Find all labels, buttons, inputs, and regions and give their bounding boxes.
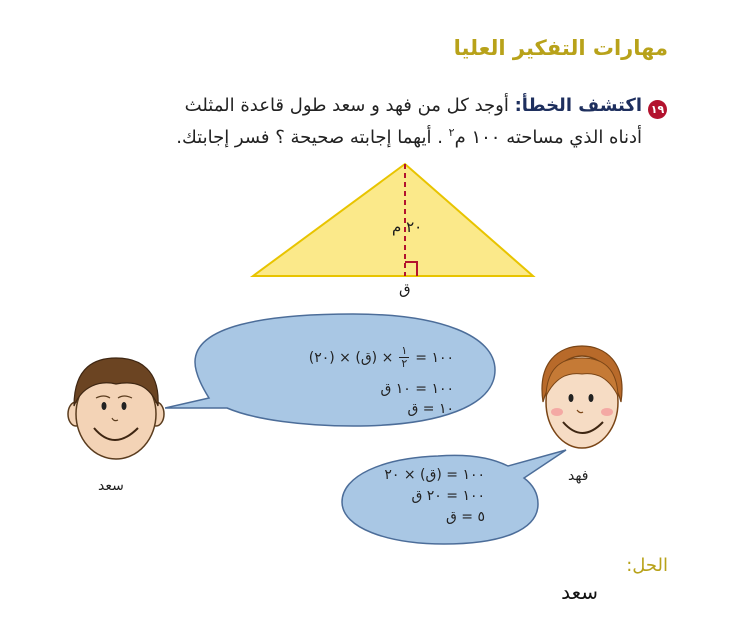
area-unit-exponent: ٢ <box>448 126 455 139</box>
fahd-equation-2: ١٠٠ = ٢٠ ق <box>411 488 485 504</box>
saad-equation-2: ١٠٠ = ١٠ ق <box>380 381 454 397</box>
fahd-equation-1: ١٠٠ = (ق) × ٢٠ <box>384 467 485 483</box>
height-label: ٢٠ م <box>392 218 423 236</box>
question-number-badge: ١٩ <box>648 100 667 119</box>
fahd-face-icon <box>537 342 627 456</box>
solution-answer: سعد <box>561 580 598 604</box>
solution-label: الحل: <box>626 555 668 576</box>
fahd-name-label: فهد <box>568 468 589 484</box>
one-half-fraction <box>399 345 409 370</box>
question-text-2: أدناه الذي مساحته ١٠٠ م <box>454 127 642 148</box>
fahd-equation-3: ٥ = ق <box>445 509 485 525</box>
base-label: ق <box>399 280 411 298</box>
saad-name-label: سعد <box>98 478 124 494</box>
question-label: اكتشف الخطأ: <box>514 95 642 116</box>
question-text-3: . أيهما إجابته صحيحة ؟ فسر إجابتك. <box>176 127 443 148</box>
saad-eq1-lhs: ١٠٠ = <box>415 349 454 366</box>
question-line-2 <box>176 126 642 148</box>
question-line-1 <box>185 95 642 116</box>
section-title: مهارات التفكير العليا <box>453 36 668 60</box>
saad-eq1-rhs: × (ق) × (٢٠) <box>308 349 394 366</box>
saad-face-icon <box>66 356 166 468</box>
fraction-denominator: ٢ <box>401 357 408 370</box>
saad-equation-3: ١٠ = ق <box>407 401 454 417</box>
question-text-1: أوجد كل من فهد و سعد طول قاعدة المثلث <box>184 95 509 116</box>
fraction-numerator: ١ <box>401 344 408 357</box>
saad-equation-1 <box>309 345 454 370</box>
